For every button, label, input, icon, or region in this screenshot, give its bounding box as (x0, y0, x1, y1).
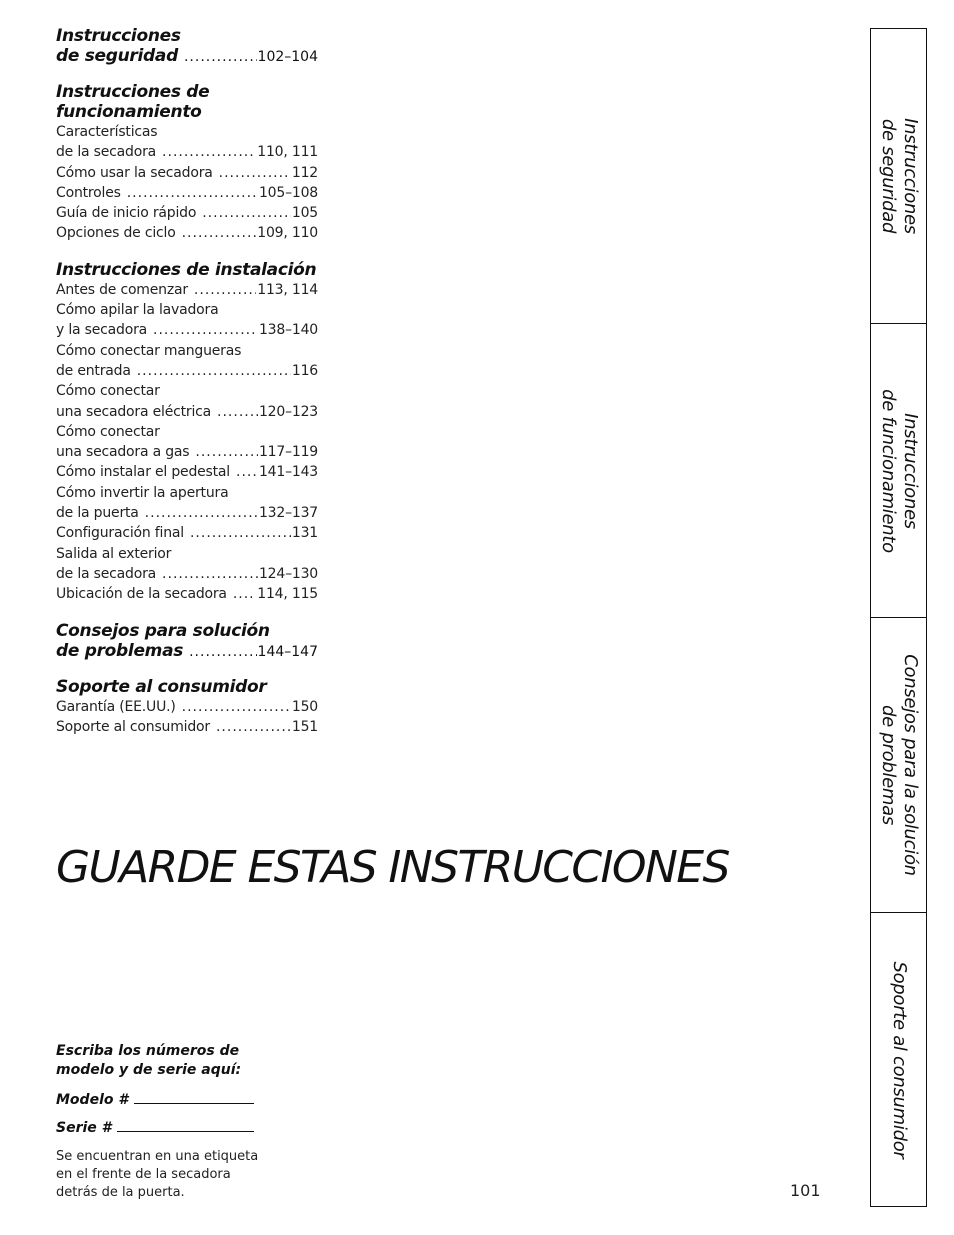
toc-entry-line1: Cómo conectar (56, 423, 160, 440)
section-pages-safety: 102–104 (257, 49, 318, 65)
toc-entry (56, 462, 318, 482)
side-tab-label (888, 961, 910, 1158)
leader-dots (216, 717, 291, 737)
leader-dots (189, 644, 256, 660)
toc-entry-pages: 113, 114 (257, 281, 318, 298)
toc-entry-pages: 138–140 (258, 322, 318, 339)
toc-entry-label: una secadora a gas (56, 444, 190, 461)
toc-entry-pages: 117–119 (258, 444, 318, 461)
toc-entry-label: Antes de comenzar (56, 281, 188, 298)
toc-entry-pages: 132–137 (258, 505, 318, 522)
leader-dots (217, 402, 258, 422)
toc-entry (56, 320, 318, 340)
leader-dots (219, 163, 291, 183)
record-header-line2: modelo y de serie aquí: (56, 1062, 242, 1078)
toc-entry-pages: 112 (291, 164, 318, 181)
toc-entry-line1: Características (56, 124, 158, 140)
leader-dots (162, 564, 258, 584)
toc-entry-label: Configuración final (56, 525, 184, 542)
side-tab-label-line1: Soporte al consumidor (888, 960, 910, 1159)
toc-entry-label: Ubicación de la secadora (56, 586, 227, 603)
leader-dots (182, 223, 257, 243)
serial-label: Serie # (56, 1120, 112, 1136)
toc-entry (56, 523, 318, 543)
page-number: 101 (790, 1181, 821, 1200)
side-tab-label-line1: Consejos para la solución (899, 654, 921, 876)
toc-entry (56, 280, 318, 300)
leader-dots (190, 523, 291, 543)
section-title-operating: Instrucciones de funcionamiento (56, 82, 210, 122)
location-line1: Se encuentran en una etiqueta (56, 1149, 259, 1164)
section-title-troubleshooting-line2: de problemas (56, 640, 184, 661)
toc-entry (56, 503, 318, 523)
leader-dots (236, 462, 258, 482)
toc-entry-pages: 131 (291, 525, 318, 542)
toc-entry (56, 402, 318, 422)
toc-entry-line1: Cómo conectar mangueras (56, 342, 242, 359)
side-tab-safety (871, 29, 926, 324)
toc-entry-pages: 141–143 (258, 464, 318, 481)
toc-entry-label: Opciones de ciclo (56, 225, 176, 242)
toc-entry-pages: 120–123 (258, 403, 318, 420)
side-tab-troubleshooting (871, 618, 926, 913)
toc-entry-pages: 116 (291, 362, 318, 379)
toc-entry-label: una secadora eléctrica (56, 403, 212, 420)
toc-entry-label: de la puerta (56, 505, 139, 522)
leader-dots (127, 183, 258, 203)
toc-entry (56, 183, 318, 203)
side-tab-label-line2: de problemas (877, 705, 899, 825)
toc-entry-label: Guía de inicio rápido (56, 205, 197, 222)
toc-entry (56, 142, 318, 162)
leader-dots (233, 584, 256, 604)
leader-dots (145, 503, 258, 523)
location-line2: en el frente de la secadora (56, 1167, 231, 1182)
toc-entry-line1: Cómo conectar (56, 383, 160, 400)
toc-entry-label: y la secadora (56, 322, 148, 339)
side-tab-label-line1: Instrucciones (899, 118, 921, 234)
toc-entry-label: Garantía (EE.UU.) (56, 698, 176, 715)
toc-entry (56, 584, 318, 604)
side-tab-label (877, 654, 921, 876)
label-location-note (56, 1148, 286, 1202)
side-tab-label (877, 118, 921, 234)
side-tab-label-line1: Instrucciones (899, 412, 921, 529)
side-tab-operating (871, 324, 926, 618)
side-tab-label (877, 389, 921, 553)
toc-entry (56, 203, 318, 223)
toc-section-operating (56, 82, 318, 244)
section-pages-troubleshooting: 144–147 (257, 643, 318, 660)
model-label: Modelo # (56, 1092, 129, 1108)
toc-section-installation (56, 260, 318, 605)
toc-section-safety (56, 26, 318, 66)
serial-number-row (56, 1119, 286, 1136)
leader-dots (194, 280, 256, 300)
toc-entry (56, 223, 318, 243)
record-header-line1: Escriba los números de (56, 1043, 240, 1059)
toc-entry (56, 163, 318, 183)
section-title-support: Soporte al consumidor (56, 676, 267, 697)
leader-dots (202, 203, 291, 223)
toc-entry-line1: Salida al exterior (56, 545, 172, 562)
toc-entry-label: Controles (56, 184, 121, 201)
leader-dots (182, 697, 291, 717)
toc-entry-line1: Cómo invertir la apertura (56, 484, 229, 501)
leader-dots (184, 49, 257, 65)
section-title-safety-line1: Instrucciones (56, 26, 181, 46)
toc-entry-pages: 105 (291, 205, 318, 222)
toc-entry-label: de la secadora (56, 565, 157, 582)
toc-entry (56, 564, 318, 584)
leader-dots (162, 142, 256, 162)
toc-section-troubleshooting (56, 621, 318, 661)
toc-entry-pages: 150 (291, 698, 318, 715)
model-number-blank (134, 1091, 254, 1104)
model-serial-record (56, 1042, 286, 1202)
toc-entry-label: de la secadora (56, 144, 157, 161)
toc-entry (56, 442, 318, 462)
leader-dots (137, 361, 291, 381)
table-of-contents (56, 26, 318, 753)
side-tab-support (871, 913, 926, 1206)
toc-entry-label: Soporte al consumidor (56, 718, 210, 735)
side-tab-label-line2: de seguridad (877, 118, 899, 234)
toc-entry (56, 361, 318, 381)
model-number-row (56, 1091, 286, 1108)
toc-entry-pages: 105–108 (258, 184, 318, 201)
toc-entry-label: Cómo instalar el pedestal (56, 464, 230, 481)
toc-entry-pages: 124–130 (258, 565, 318, 582)
toc-entry-pages: 151 (291, 718, 318, 735)
toc-entry-pages: 109, 110 (257, 225, 318, 242)
side-tab-label-line2: de funcionamiento (877, 388, 899, 553)
section-title-troubleshooting-line1: Consejos para solución (56, 620, 270, 641)
section-title-safety-line2: de seguridad (56, 46, 178, 66)
save-instructions-banner: GUARDE ESTAS INSTRUCCIONES (56, 842, 729, 893)
toc-entry-label: Cómo usar la secadora (56, 164, 213, 181)
toc-entry-pages: 110, 111 (257, 144, 318, 161)
leader-dots (195, 442, 258, 462)
leader-dots (153, 320, 258, 340)
toc-entry-line1: Cómo apilar la lavadora (56, 302, 219, 319)
toc-section-support (56, 677, 318, 738)
toc-entry (56, 697, 318, 717)
toc-entry (56, 717, 318, 737)
section-title-installation: Instrucciones de instalación (56, 259, 317, 280)
location-line3: detrás de la puerta. (56, 1185, 185, 1200)
serial-number-blank (117, 1119, 254, 1132)
toc-entry-label: de entrada (56, 362, 131, 379)
side-tabs (870, 28, 927, 1207)
toc-entry-pages: 114, 115 (257, 586, 318, 603)
